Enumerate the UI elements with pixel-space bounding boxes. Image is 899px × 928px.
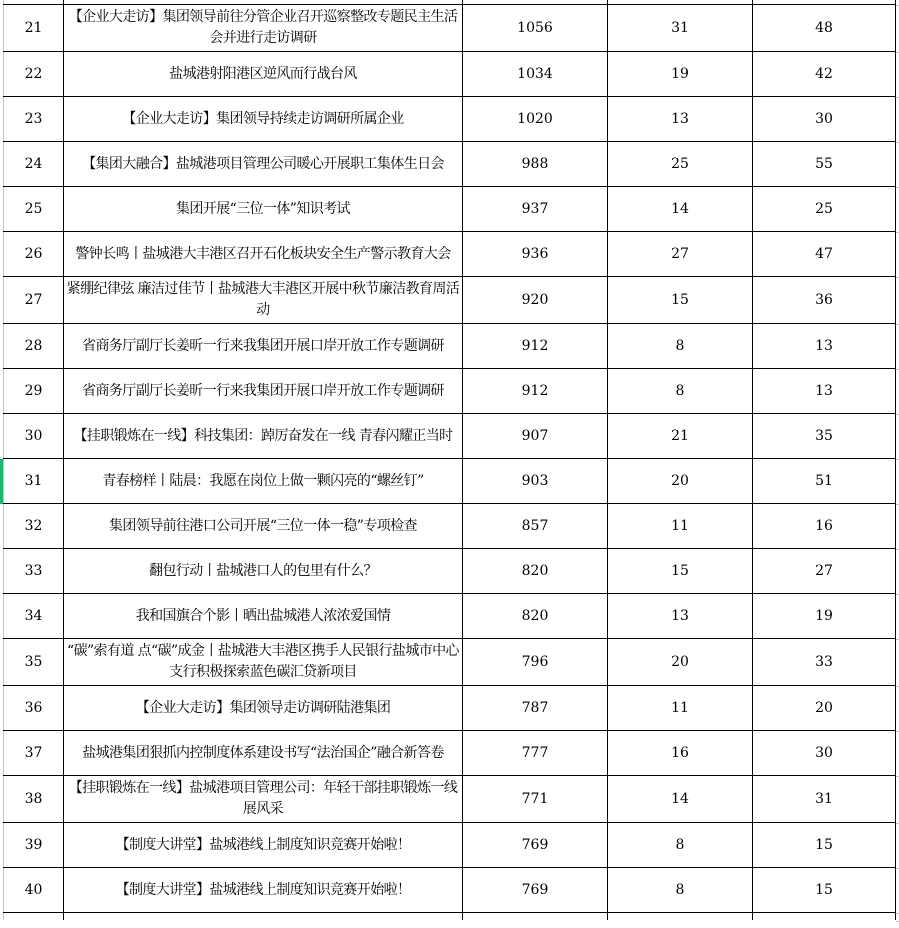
table-row xyxy=(4,232,896,277)
metric2-cell[interactable]: 14 xyxy=(608,776,753,823)
empty-cell xyxy=(64,913,463,921)
row-index-cell[interactable]: 24 xyxy=(4,142,64,187)
empty-cell xyxy=(608,913,753,921)
table-row xyxy=(4,731,896,776)
row-index-cell[interactable]: 22 xyxy=(4,52,64,97)
title-cell[interactable]: 【挂职锻炼在一线】盐城港项目管理公司：年轻干部挂职锻炼一线展风采 xyxy=(64,776,463,823)
table-row xyxy=(4,776,896,823)
title-cell[interactable]: 【企业大走访】集团领导走访调研陆港集团 xyxy=(64,686,463,731)
metric2-cell[interactable]: 20 xyxy=(608,459,753,504)
partial-row-bottom xyxy=(4,913,896,921)
row-index-cell[interactable]: 37 xyxy=(4,731,64,776)
row-index-cell[interactable]: 29 xyxy=(4,369,64,414)
table-row xyxy=(4,549,896,594)
title-cell[interactable]: 【挂职锻炼在一线】科技集团：踔厉奋发在一线 青春闪耀正当时 xyxy=(64,414,463,459)
empty-cell xyxy=(463,913,608,921)
data-table xyxy=(3,0,896,920)
table-row xyxy=(4,459,896,504)
row-index-cell[interactable]: 36 xyxy=(4,686,64,731)
metric3-cell[interactable]: 55 xyxy=(753,142,896,187)
empty-cell xyxy=(4,913,64,921)
table-row xyxy=(4,369,896,414)
table-body xyxy=(4,0,896,920)
metric3-cell[interactable]: 20 xyxy=(753,686,896,731)
metric1-cell[interactable]: 937 xyxy=(463,187,608,232)
row-index-cell[interactable]: 40 xyxy=(4,868,64,913)
metric3-cell[interactable]: 48 xyxy=(753,5,896,52)
title-cell[interactable]: 省商务厅副厅长姜昕一行来我集团开展口岸开放工作专题调研 xyxy=(64,369,463,414)
title-cell[interactable]: 【企业大走访】集团领导前往分管企业召开巡察整改专题民主生活会并进行走访调研 xyxy=(64,5,463,52)
title-cell[interactable]: 盐城港射阳港区逆风而行战台风 xyxy=(64,52,463,97)
metric3-cell[interactable]: 16 xyxy=(753,504,896,549)
metric1-cell[interactable]: 796 xyxy=(463,639,608,686)
metric1-cell[interactable]: 1020 xyxy=(463,97,608,142)
table-row xyxy=(4,5,896,52)
metric3-cell[interactable]: 30 xyxy=(753,97,896,142)
metric2-cell[interactable]: 25 xyxy=(608,142,753,187)
metric1-cell[interactable]: 1034 xyxy=(463,52,608,97)
metric3-cell[interactable]: 51 xyxy=(753,459,896,504)
title-cell[interactable]: 翻包行动丨盐城港口人的包里有什么？ xyxy=(64,549,463,594)
title-cell[interactable]: 集团领导前往港口公司开展“三位一体一稳”专项检查 xyxy=(64,504,463,549)
row-index-cell[interactable]: 23 xyxy=(4,97,64,142)
table-row xyxy=(4,868,896,913)
row-index-cell[interactable]: 33 xyxy=(4,549,64,594)
title-cell[interactable]: 【集团大融合】盐城港项目管理公司暖心开展职工集体生日会 xyxy=(64,142,463,187)
metric3-cell[interactable]: 15 xyxy=(753,868,896,913)
metric1-cell[interactable]: 920 xyxy=(463,277,608,324)
metric3-cell[interactable]: 19 xyxy=(753,594,896,639)
metric3-cell[interactable]: 33 xyxy=(753,639,896,686)
title-cell[interactable]: 省商务厅副厅长姜昕一行来我集团开展口岸开放工作专题调研 xyxy=(64,324,463,369)
table-row xyxy=(4,594,896,639)
metric3-cell[interactable]: 42 xyxy=(753,52,896,97)
metric2-cell[interactable]: 21 xyxy=(608,414,753,459)
metric2-cell[interactable]: 27 xyxy=(608,232,753,277)
row-index-cell[interactable]: 38 xyxy=(4,776,64,823)
table-row xyxy=(4,686,896,731)
metric2-cell[interactable]: 15 xyxy=(608,277,753,324)
metric1-cell[interactable]: 769 xyxy=(463,868,608,913)
row-index-cell[interactable]: 34 xyxy=(4,594,64,639)
empty-cell xyxy=(753,913,896,921)
metric1-cell[interactable]: 820 xyxy=(463,594,608,639)
metric2-cell[interactable]: 31 xyxy=(608,5,753,52)
title-cell[interactable]: 青春榜样丨陆晨：我愿在岗位上做一颗闪亮的“螺丝钉” xyxy=(64,459,463,504)
table-row xyxy=(4,639,896,686)
metric2-cell[interactable]: 15 xyxy=(608,549,753,594)
row-index-cell[interactable]: 25 xyxy=(4,187,64,232)
metric1-cell[interactable]: 903 xyxy=(463,459,608,504)
row-index-cell[interactable]: 30 xyxy=(4,414,64,459)
title-cell[interactable]: 【制度大讲堂】盐城港线上制度知识竞赛开始啦！ xyxy=(64,823,463,868)
row-index-cell[interactable]: 26 xyxy=(4,232,64,277)
metric2-cell[interactable]: 20 xyxy=(608,639,753,686)
table-row xyxy=(4,823,896,868)
metric1-cell[interactable]: 1056 xyxy=(463,5,608,52)
table-row xyxy=(4,97,896,142)
metric1-cell[interactable]: 988 xyxy=(463,142,608,187)
row-index-cell[interactable]: 39 xyxy=(4,823,64,868)
metric3-cell[interactable]: 25 xyxy=(753,187,896,232)
table-row xyxy=(4,504,896,549)
title-cell[interactable]: 我和国旗合个影丨晒出盐城港人浓浓爱国情 xyxy=(64,594,463,639)
metric3-cell[interactable]: 30 xyxy=(753,731,896,776)
title-cell[interactable]: 【企业大走访】集团领导持续走访调研所属企业 xyxy=(64,97,463,142)
metric2-cell[interactable]: 13 xyxy=(608,97,753,142)
title-cell[interactable]: 紧绷纪律弦 廉洁过佳节丨盐城港大丰港区开展中秋节廉洁教育周活动 xyxy=(64,277,463,324)
metric1-cell[interactable]: 907 xyxy=(463,414,608,459)
metric1-cell[interactable]: 936 xyxy=(463,232,608,277)
table-row xyxy=(4,52,896,97)
title-cell[interactable]: 【制度大讲堂】盐城港线上制度知识竞赛开始啦！ xyxy=(64,868,463,913)
metric3-cell[interactable]: 36 xyxy=(753,277,896,324)
metric3-cell[interactable]: 13 xyxy=(753,369,896,414)
metric3-cell[interactable]: 35 xyxy=(753,414,896,459)
metric2-cell[interactable]: 11 xyxy=(608,504,753,549)
metric1-cell[interactable]: 777 xyxy=(463,731,608,776)
metric1-cell[interactable]: 820 xyxy=(463,549,608,594)
metric3-cell[interactable]: 15 xyxy=(753,823,896,868)
metric2-cell[interactable]: 16 xyxy=(608,731,753,776)
table-row xyxy=(4,324,896,369)
title-cell[interactable]: 盐城港集团狠抓内控制度体系建设书写“法治国企”融合新答卷 xyxy=(64,731,463,776)
metric2-cell[interactable]: 8 xyxy=(608,823,753,868)
metric1-cell[interactable]: 787 xyxy=(463,686,608,731)
metric2-cell[interactable]: 8 xyxy=(608,369,753,414)
metric1-cell[interactable]: 912 xyxy=(463,369,608,414)
metric2-cell[interactable]: 8 xyxy=(608,324,753,369)
metric2-cell[interactable]: 11 xyxy=(608,686,753,731)
table-row xyxy=(4,142,896,187)
metric2-cell[interactable]: 19 xyxy=(608,52,753,97)
title-cell[interactable]: “碳”索有道 点“碳”成金丨盐城港大丰港区携手人民银行盐城市中心支行积极探索蓝色碳汇贷新项目 xyxy=(64,639,463,686)
row-index-cell[interactable]: 27 xyxy=(4,277,64,324)
metric3-cell[interactable]: 31 xyxy=(753,776,896,823)
metric1-cell[interactable]: 912 xyxy=(463,324,608,369)
metric3-cell[interactable]: 13 xyxy=(753,324,896,369)
table-row xyxy=(4,414,896,459)
row-index-cell[interactable]: 31 xyxy=(4,459,64,504)
metric2-cell[interactable]: 8 xyxy=(608,868,753,913)
title-cell[interactable]: 警钟长鸣丨盐城港大丰港区召开石化板块安全生产警示教育大会 xyxy=(64,232,463,277)
metric1-cell[interactable]: 857 xyxy=(463,504,608,549)
metric3-cell[interactable]: 27 xyxy=(753,549,896,594)
row-index-cell[interactable]: 21 xyxy=(4,5,64,52)
row-index-cell[interactable]: 28 xyxy=(4,324,64,369)
row-index-cell[interactable]: 32 xyxy=(4,504,64,549)
metric2-cell[interactable]: 14 xyxy=(608,187,753,232)
table-row xyxy=(4,277,896,324)
title-cell[interactable]: 集团开展“三位一体”知识考试 xyxy=(64,187,463,232)
metric1-cell[interactable]: 769 xyxy=(463,823,608,868)
metric3-cell[interactable]: 47 xyxy=(753,232,896,277)
row-index-cell[interactable]: 35 xyxy=(4,639,64,686)
metric2-cell[interactable]: 13 xyxy=(608,594,753,639)
metric1-cell[interactable]: 771 xyxy=(463,776,608,823)
table-row xyxy=(4,187,896,232)
